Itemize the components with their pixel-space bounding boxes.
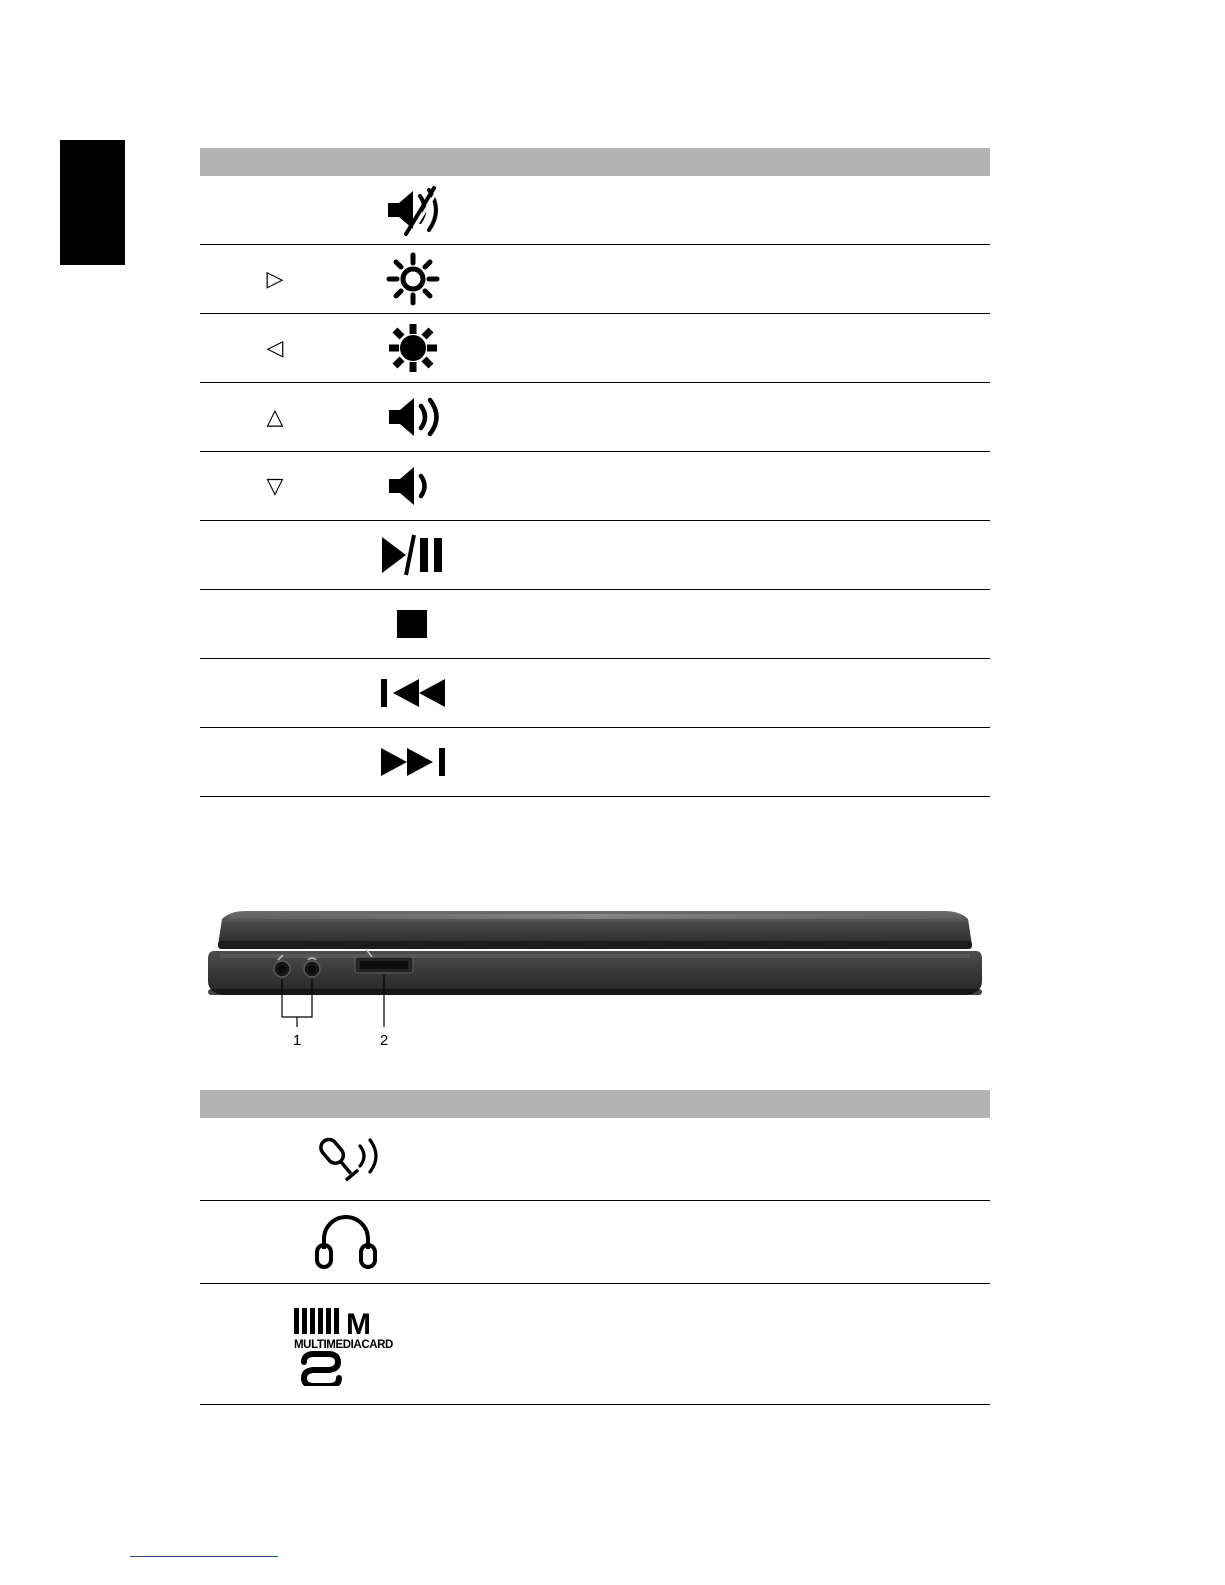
laptop-front-illustration — [200, 905, 990, 1065]
next-track-icon — [350, 728, 475, 797]
table-row — [200, 728, 990, 797]
table-row — [200, 1201, 990, 1284]
header-cell-num — [200, 1090, 260, 1118]
laptop-front-view-figure — [200, 905, 990, 1065]
table-row — [200, 521, 990, 590]
table-row — [200, 245, 990, 314]
hotkey-description — [475, 659, 990, 728]
hotkey-description — [475, 590, 990, 659]
volume-up-icon — [350, 383, 475, 452]
stop-icon — [350, 590, 475, 659]
header-cell-desc — [475, 148, 990, 176]
table-header-row — [200, 148, 990, 176]
hotkey-table — [200, 148, 990, 797]
hotkey-description — [475, 176, 990, 245]
table-row — [200, 590, 990, 659]
port-row-number — [200, 1201, 260, 1284]
multimediacard-sd-slot-icon — [260, 1284, 435, 1405]
front-panel-port-table — [200, 1090, 990, 1405]
table-row — [200, 176, 990, 245]
hotkey-description — [475, 314, 990, 383]
table-row — [200, 1118, 990, 1201]
port-description — [435, 1118, 990, 1201]
callout-label-2: 2 — [379, 1032, 389, 1049]
down-arrow-key-icon: ▽ — [266, 473, 284, 498]
hotkey-description — [475, 383, 990, 452]
volume-down-icon — [350, 452, 475, 521]
port-description — [435, 1201, 990, 1284]
svg-text:MULTIMEDIACARD: MULTIMEDIACARD — [293, 1339, 393, 1351]
header-cell-icon — [260, 1090, 435, 1118]
header-cell-icon — [350, 148, 475, 176]
table-row — [200, 659, 990, 728]
callout-label-1: 1 — [292, 1032, 302, 1049]
port-description — [435, 1284, 990, 1405]
header-cell-desc — [435, 1090, 990, 1118]
table-row — [200, 452, 990, 521]
headphones-jack-icon — [260, 1201, 435, 1284]
brightness-down-icon — [350, 314, 475, 383]
up-arrow-key-icon: △ — [266, 404, 284, 429]
svg-text:M: M — [345, 1308, 371, 1341]
hotkey-description — [475, 728, 990, 797]
table-row — [200, 314, 990, 383]
table-row — [200, 383, 990, 452]
table-row — [200, 1284, 990, 1405]
right-arrow-key-icon: ▷ — [266, 266, 284, 291]
table-header-row — [200, 1090, 990, 1118]
left-arrow-key-icon: ◁ — [266, 335, 284, 360]
microphone-jack-icon — [260, 1118, 435, 1201]
hotkey-description — [475, 521, 990, 590]
page-edge-tab — [60, 140, 125, 265]
previous-track-icon — [350, 659, 475, 728]
brightness-up-icon — [350, 245, 475, 314]
port-row-number — [200, 1118, 260, 1201]
hotkey-description — [475, 452, 990, 521]
hotkey-description — [475, 245, 990, 314]
speaker-mute-icon — [350, 176, 475, 245]
play-pause-icon — [350, 521, 475, 590]
header-cell-key — [200, 148, 350, 176]
port-row-number — [200, 1284, 260, 1405]
footer-divider — [130, 1556, 278, 1557]
